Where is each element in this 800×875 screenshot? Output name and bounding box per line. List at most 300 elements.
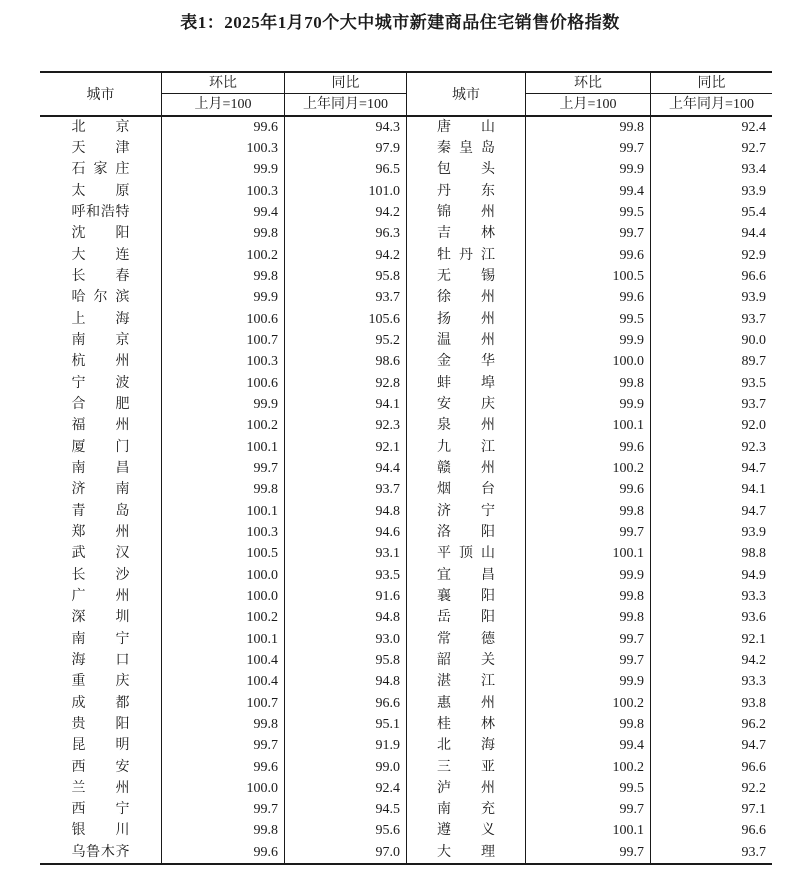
- yoy-value: 97.0: [285, 842, 407, 863]
- mom-value: 99.7: [162, 458, 285, 479]
- mom-value: 100.1: [526, 821, 651, 842]
- city-cell: [40, 437, 162, 458]
- city-name: 海口: [71, 652, 130, 668]
- yoy-value: 93.1: [285, 544, 407, 565]
- city-name: 岳阳: [437, 610, 495, 626]
- city-name: 大连: [71, 247, 130, 263]
- city-name: 石家庄: [71, 162, 130, 178]
- mom-value: 99.5: [526, 778, 651, 799]
- mom-value: 99.7: [162, 736, 285, 757]
- city-name: 上海: [71, 311, 130, 327]
- city-name: 蚌埠: [437, 375, 495, 391]
- city-cell: [407, 480, 526, 501]
- yoy-value: 98.8: [741, 546, 766, 562]
- city-name: 沈阳: [71, 226, 130, 242]
- city-cell: [407, 693, 526, 714]
- city-cell: [40, 544, 162, 565]
- city-name: 青岛: [71, 503, 130, 519]
- header-yoy-base: 上年同月=100: [669, 97, 754, 112]
- yoy-value: 89.7: [741, 354, 766, 370]
- mom-value: 100.7: [162, 330, 285, 351]
- mom-value: 100.2: [162, 608, 285, 629]
- yoy-value: 93.7: [741, 844, 766, 860]
- city-cell: [40, 309, 162, 330]
- city-cell: [407, 522, 526, 543]
- city-name: 包头: [437, 162, 495, 178]
- city-cell: [40, 736, 162, 757]
- city-cell: [407, 458, 526, 479]
- mom-value: 99.7: [526, 522, 651, 543]
- yoy-value: 93.7: [285, 288, 407, 309]
- city-cell: [407, 160, 526, 181]
- city-cell: [407, 501, 526, 522]
- city-name: 南京: [71, 332, 130, 348]
- city-cell: [40, 202, 162, 223]
- mom-value: 100.3: [162, 352, 285, 373]
- mom-value: 99.9: [526, 394, 651, 415]
- city-name: 昆明: [71, 738, 130, 754]
- city-cell: [407, 672, 526, 693]
- city-cell: [407, 288, 526, 309]
- mom-value: 99.9: [526, 565, 651, 586]
- table-row: [40, 757, 772, 778]
- city-name: 北京: [71, 119, 130, 135]
- city-cell: [40, 352, 162, 373]
- yoy-value: 95.2: [285, 330, 407, 351]
- mom-value: 99.7: [526, 842, 651, 863]
- city-cell: [40, 480, 162, 501]
- mom-value: 99.7: [526, 224, 651, 245]
- table-body: [40, 117, 772, 863]
- city-cell: [40, 565, 162, 586]
- mom-value: 100.2: [526, 458, 651, 479]
- city-name: 桂林: [437, 716, 495, 732]
- table-row: [40, 352, 772, 373]
- table-row: [40, 544, 772, 565]
- yoy-value: 94.7: [741, 738, 766, 754]
- city-cell: [40, 138, 162, 159]
- mom-value: 100.6: [162, 373, 285, 394]
- table-row: [40, 736, 772, 757]
- city-cell: [40, 693, 162, 714]
- yoy-value: 91.9: [285, 736, 407, 757]
- city-name: 秦皇岛: [437, 140, 495, 156]
- city-cell: [407, 309, 526, 330]
- yoy-value: 95.1: [285, 714, 407, 735]
- mom-value: 100.1: [162, 629, 285, 650]
- mom-value: 99.7: [526, 629, 651, 650]
- yoy-value: 93.8: [741, 695, 766, 711]
- city-cell: [40, 650, 162, 671]
- yoy-value: 95.4: [741, 204, 766, 220]
- yoy-value: 93.9: [741, 524, 766, 540]
- mom-value: 100.2: [162, 416, 285, 437]
- yoy-value: 96.6: [741, 759, 766, 775]
- table-row: [40, 266, 772, 287]
- city-cell: [40, 842, 162, 863]
- table-row: [40, 138, 772, 159]
- header-yoy-base: 上年同月=100: [303, 97, 388, 112]
- city-cell: [40, 522, 162, 543]
- mom-value: 99.8: [162, 821, 285, 842]
- mom-value: 100.4: [162, 672, 285, 693]
- table-row: [40, 458, 772, 479]
- mom-value: 100.1: [526, 416, 651, 437]
- city-cell: [407, 202, 526, 223]
- table-row: [40, 245, 772, 266]
- city-cell: [407, 352, 526, 373]
- city-cell: [40, 288, 162, 309]
- header-city-right: 城市: [407, 73, 526, 115]
- city-cell: [40, 117, 162, 138]
- yoy-value: 94.3: [285, 117, 407, 138]
- city-cell: [40, 458, 162, 479]
- header-mom-base: 上月=100: [194, 97, 252, 112]
- table-row: [40, 202, 772, 223]
- city-name: 九江: [437, 439, 495, 455]
- yoy-value: 93.3: [741, 674, 766, 690]
- header-yoy-left: [285, 73, 407, 115]
- mom-value: 100.2: [526, 757, 651, 778]
- city-name: 兰州: [71, 780, 130, 796]
- yoy-value: 94.4: [741, 226, 766, 242]
- yoy-value: 96.6: [285, 693, 407, 714]
- city-cell: [40, 373, 162, 394]
- mom-value: 99.9: [526, 672, 651, 693]
- city-cell: [40, 714, 162, 735]
- yoy-value: 91.6: [285, 586, 407, 607]
- yoy-value: 92.2: [741, 780, 766, 796]
- city-name: 唐山: [437, 119, 495, 135]
- city-name: 厦门: [71, 439, 130, 455]
- yoy-value: 99.0: [285, 757, 407, 778]
- city-name: 西宁: [71, 802, 130, 818]
- mom-value: 99.8: [526, 586, 651, 607]
- yoy-value: 94.9: [741, 567, 766, 583]
- yoy-value: 93.3: [741, 588, 766, 604]
- city-cell: [407, 821, 526, 842]
- yoy-value: 92.9: [741, 247, 766, 263]
- city-name: 宜昌: [437, 567, 495, 583]
- table-row: [40, 373, 772, 394]
- mom-value: 100.1: [162, 501, 285, 522]
- city-name: 三亚: [437, 759, 495, 775]
- city-name: 南充: [437, 802, 495, 818]
- mom-value: 100.0: [162, 778, 285, 799]
- city-cell: [407, 608, 526, 629]
- city-name: 广州: [71, 588, 130, 604]
- yoy-value: 93.7: [741, 311, 766, 327]
- city-cell: [40, 757, 162, 778]
- table-row: [40, 565, 772, 586]
- table-row: [40, 437, 772, 458]
- city-cell: [407, 330, 526, 351]
- mom-value: 99.8: [526, 501, 651, 522]
- city-cell: [407, 650, 526, 671]
- table-row: [40, 800, 772, 821]
- city-name: 济南: [71, 482, 130, 498]
- city-cell: [407, 373, 526, 394]
- city-cell: [407, 800, 526, 821]
- table-row: [40, 842, 772, 863]
- yoy-value: 90.0: [741, 332, 766, 348]
- city-cell: [407, 778, 526, 799]
- yoy-value: 94.2: [285, 245, 407, 266]
- mom-value: 100.3: [162, 138, 285, 159]
- city-name: 哈尔滨: [71, 290, 130, 306]
- city-cell: [407, 565, 526, 586]
- city-cell: [40, 266, 162, 287]
- table-row: [40, 309, 772, 330]
- mom-value: 99.6: [162, 757, 285, 778]
- mom-value: 100.0: [162, 565, 285, 586]
- yoy-value: 95.6: [285, 821, 407, 842]
- table-row: [40, 586, 772, 607]
- mom-value: 99.8: [526, 714, 651, 735]
- table-row: [40, 288, 772, 309]
- city-name: 贵阳: [71, 716, 130, 732]
- city-name: 大理: [437, 844, 495, 860]
- city-name: 南宁: [71, 631, 130, 647]
- yoy-value: 92.4: [741, 119, 766, 135]
- mom-value: 100.2: [526, 693, 651, 714]
- mom-value: 99.9: [162, 288, 285, 309]
- table-title: 表1：2025年1月70个大中城市新建商品住宅销售价格指数: [180, 13, 620, 32]
- yoy-value: 96.6: [741, 823, 766, 839]
- mom-value: 99.7: [526, 138, 651, 159]
- yoy-value: 95.8: [285, 650, 407, 671]
- mom-value: 100.0: [162, 586, 285, 607]
- yoy-value: 93.5: [741, 375, 766, 391]
- mom-value: 100.3: [162, 181, 285, 202]
- yoy-value: 94.2: [741, 652, 766, 668]
- yoy-value: 97.1: [741, 802, 766, 818]
- city-name: 长沙: [71, 567, 130, 583]
- yoy-value: 92.4: [285, 778, 407, 799]
- city-cell: [407, 736, 526, 757]
- header-yoy-label: 同比: [285, 73, 406, 94]
- yoy-value: 94.1: [285, 394, 407, 415]
- table-row: [40, 714, 772, 735]
- city-name: 烟台: [437, 482, 495, 498]
- mom-value: 99.5: [526, 309, 651, 330]
- header-city-left: 城市: [40, 73, 162, 115]
- yoy-value: 92.1: [285, 437, 407, 458]
- yoy-value: 94.8: [285, 672, 407, 693]
- city-name: 郑州: [71, 524, 130, 540]
- header-yoy-right: [651, 73, 772, 115]
- table-row: [40, 693, 772, 714]
- mom-value: 99.8: [162, 224, 285, 245]
- mom-value: 99.6: [526, 437, 651, 458]
- mom-value: 99.9: [526, 160, 651, 181]
- table-row: [40, 181, 772, 202]
- price-index-table: [40, 71, 772, 865]
- yoy-value: 94.6: [285, 522, 407, 543]
- yoy-value: 97.9: [285, 138, 407, 159]
- city-cell: [40, 800, 162, 821]
- table-row: [40, 672, 772, 693]
- mom-value: 99.9: [526, 330, 651, 351]
- table-row: [40, 160, 772, 181]
- city-cell: [40, 501, 162, 522]
- city-cell: [407, 629, 526, 650]
- mom-value: 99.6: [526, 480, 651, 501]
- header-mom-base: 上月=100: [559, 97, 617, 112]
- city-cell: [40, 672, 162, 693]
- city-cell: [407, 117, 526, 138]
- city-name: 呼和浩特: [71, 204, 130, 220]
- city-cell: [407, 394, 526, 415]
- yoy-value: 92.8: [285, 373, 407, 394]
- mom-value: 99.8: [162, 266, 285, 287]
- table-row: [40, 629, 772, 650]
- yoy-value: 92.3: [741, 439, 766, 455]
- mom-value: 100.2: [162, 245, 285, 266]
- mom-value: 99.9: [162, 160, 285, 181]
- yoy-value: 93.5: [285, 565, 407, 586]
- city-cell: [407, 266, 526, 287]
- city-name: 襄阳: [437, 588, 495, 604]
- city-name: 吉林: [437, 226, 495, 242]
- yoy-value: 94.7: [741, 503, 766, 519]
- city-name: 无锡: [437, 268, 495, 284]
- yoy-value: 105.6: [285, 309, 407, 330]
- yoy-value: 93.9: [741, 183, 766, 199]
- mom-value: 99.4: [162, 202, 285, 223]
- header-mom-left: [162, 73, 285, 115]
- yoy-value: 94.1: [741, 482, 766, 498]
- table-row: [40, 416, 772, 437]
- yoy-value: 98.6: [285, 352, 407, 373]
- city-cell: [407, 181, 526, 202]
- city-cell: [407, 714, 526, 735]
- city-name: 天津: [71, 140, 130, 156]
- mom-value: 99.8: [526, 373, 651, 394]
- city-name: 重庆: [71, 674, 130, 690]
- city-name: 金华: [437, 354, 495, 370]
- table-row: [40, 501, 772, 522]
- yoy-value: 94.8: [285, 501, 407, 522]
- city-name: 洛阳: [437, 524, 495, 540]
- city-cell: [407, 416, 526, 437]
- city-cell: [40, 224, 162, 245]
- mom-value: 99.7: [526, 650, 651, 671]
- mom-value: 99.9: [162, 394, 285, 415]
- mom-value: 100.5: [162, 544, 285, 565]
- yoy-value: 96.5: [285, 160, 407, 181]
- city-name: 福州: [71, 418, 130, 434]
- header-yoy-label: 同比: [651, 73, 772, 94]
- city-name: 太原: [71, 183, 130, 199]
- yoy-value: 96.3: [285, 224, 407, 245]
- city-name: 温州: [437, 332, 495, 348]
- mom-value: 100.7: [162, 693, 285, 714]
- yoy-value: 95.8: [285, 266, 407, 287]
- table-row: [40, 522, 772, 543]
- city-cell: [407, 757, 526, 778]
- mom-value: 99.6: [162, 117, 285, 138]
- city-cell: [407, 437, 526, 458]
- city-cell: [407, 586, 526, 607]
- yoy-value: 94.4: [285, 458, 407, 479]
- yoy-value: 101.0: [285, 181, 407, 202]
- yoy-value: 96.2: [741, 716, 766, 732]
- table-row: [40, 821, 772, 842]
- mom-value: 100.5: [526, 266, 651, 287]
- city-name: 丹东: [437, 183, 495, 199]
- mom-value: 100.6: [162, 309, 285, 330]
- mom-value: 99.8: [162, 714, 285, 735]
- mom-value: 99.4: [526, 181, 651, 202]
- city-name: 安庆: [437, 396, 495, 412]
- mom-value: 99.6: [526, 288, 651, 309]
- table-header: [40, 73, 772, 117]
- table-row: [40, 224, 772, 245]
- mom-value: 100.3: [162, 522, 285, 543]
- yoy-value: 96.6: [741, 268, 766, 284]
- yoy-value: 94.8: [285, 608, 407, 629]
- city-cell: [40, 608, 162, 629]
- city-cell: [40, 629, 162, 650]
- city-name: 惠州: [437, 695, 495, 711]
- city-cell: [407, 245, 526, 266]
- mom-value: 99.7: [526, 800, 651, 821]
- city-name: 济宁: [437, 503, 495, 519]
- city-name: 泉州: [437, 418, 495, 434]
- table-row: [40, 480, 772, 501]
- city-cell: [40, 586, 162, 607]
- table-row: [40, 778, 772, 799]
- city-cell: [407, 224, 526, 245]
- city-name: 平顶山: [437, 546, 495, 562]
- mom-value: 99.8: [526, 117, 651, 138]
- city-name: 乌鲁木齐: [71, 844, 130, 860]
- city-cell: [40, 245, 162, 266]
- table-row: [40, 608, 772, 629]
- yoy-value: 93.0: [285, 629, 407, 650]
- city-cell: [407, 842, 526, 863]
- mom-value: 100.0: [526, 352, 651, 373]
- table-row: [40, 330, 772, 351]
- city-name: 成都: [71, 695, 130, 711]
- mom-value: 99.7: [162, 800, 285, 821]
- yoy-value: 93.7: [285, 480, 407, 501]
- city-name: 杭州: [71, 354, 130, 370]
- mom-value: 100.1: [526, 544, 651, 565]
- city-name: 银川: [71, 823, 130, 839]
- city-cell: [40, 181, 162, 202]
- mom-value: 100.1: [162, 437, 285, 458]
- city-name: 深圳: [71, 610, 130, 626]
- yoy-value: 92.1: [741, 631, 766, 647]
- city-name: 遵义: [437, 823, 495, 839]
- city-name: 南昌: [71, 460, 130, 476]
- city-name: 牡丹江: [437, 247, 495, 263]
- yoy-value: 93.4: [741, 162, 766, 178]
- city-cell: [40, 821, 162, 842]
- header-mom-label: 环比: [526, 73, 650, 94]
- yoy-value: 94.5: [285, 800, 407, 821]
- city-name: 武汉: [71, 546, 130, 562]
- table-row: [40, 650, 772, 671]
- city-name: 宁波: [71, 375, 130, 391]
- table-row: [40, 394, 772, 415]
- city-cell: [407, 544, 526, 565]
- yoy-value: 92.0: [741, 418, 766, 434]
- header-mom-right: [526, 73, 651, 115]
- city-name: 湛江: [437, 674, 495, 690]
